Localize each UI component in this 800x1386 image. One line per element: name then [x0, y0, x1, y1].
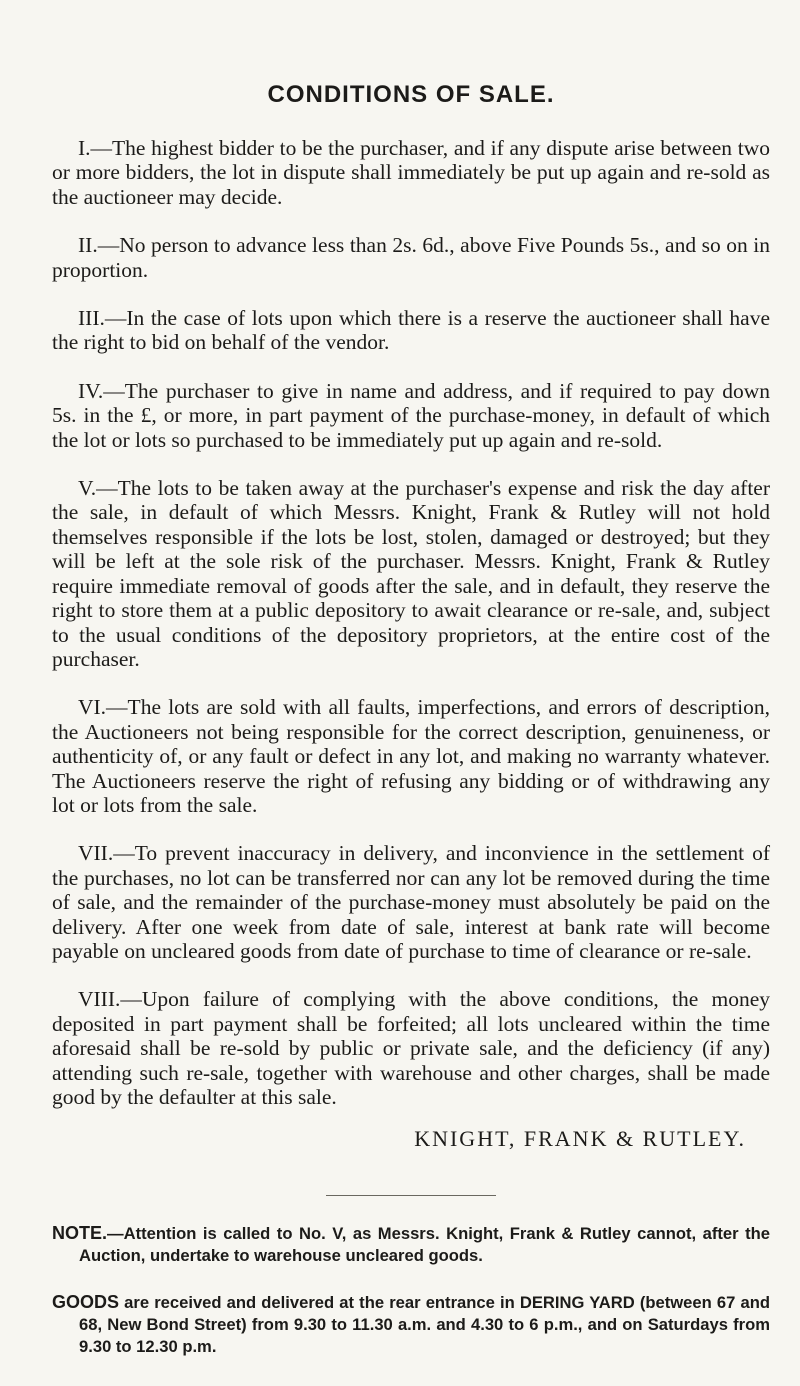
divider-rule — [326, 1195, 496, 1196]
condition-paragraph: III.—In the case of lots upon which there is a reserve the auctioneer shall have the right to bid on behalf of the vendor. — [52, 306, 770, 355]
note-paragraph — [52, 1222, 770, 1267]
condition-paragraph: VII.—To prevent inaccuracy in delivery, and inconvience in the settlement of the purchases, no lot can be transferred nor can any lot be removed during the time of sale, and the remainder of the purchase-money must absolutely be paid on the delivery. After one week from date of sale, interest at bank rate will become payable on uncleared goods from date of purchase to time of clearance or re-sale. — [52, 841, 770, 963]
note-paragraph — [52, 1291, 770, 1358]
condition-paragraph: I.—The highest bidder to be the purchaser, and if any dispute arise between two or more bidders, the lot in dispute shall immediately be put up again and re-sold as the auctioneer may decide. — [52, 136, 770, 209]
condition-paragraph: II.—No person to advance less than 2s. 6d., above Five Pounds 5s., and so on in proportion. — [52, 233, 770, 282]
note-text: are received and delivered at the rear entrance in DERING YARD (between 67 and 68, New Bond Street) from 9.30 to 11.30 a.m. and 4.30 to 6 p.m., and on Saturdays from 9.30 to 12.30 p.m. — [79, 1293, 770, 1357]
auctioneer-signature: KNIGHT, FRANK & RUTLEY. — [414, 1126, 746, 1152]
notes-section — [52, 1222, 770, 1358]
condition-paragraph: IV.—The purchaser to give in name and address, and if required to pay down 5s. in the £, or more, in part payment of the purchase-money, in default of which the lot or lots so purchased to be immediately put up again and re-sold. — [52, 378, 770, 452]
conditions-list — [52, 136, 770, 1109]
condition-paragraph: V.—The lots to be taken away at the purchaser's expense and risk the day after the sale, in default of which Messrs. Knight, Frank & Rutley will not hold themselves responsible if the lots be lost, stolen, damaged or destroyed; but they will be left at the sole risk of the purchaser. Messrs. Knight, Frank & Rutley require immediate removal of goods after the sale, and in default, they reserve the right to store them at a public depository to await clearance or re-sale, and, subject to the usual conditions of the depository proprietors, at the entire cost of the purchaser. — [52, 476, 770, 671]
condition-paragraph: VI.—The lots are sold with all faults, imperfections, and errors of description, the Auctioneers not being responsible for the correct description, genuineness, or authenticity of, or any fault or defect in any lot, and making no warranty whatever. The Auctioneers reserve the right of refusing any bidding or of withdrawing any lot or lots from the sale. — [52, 695, 770, 817]
page-title: CONDITIONS OF SALE. — [267, 81, 555, 108]
note-lead: NOTE. — [52, 1223, 108, 1244]
note-text: —Attention is called to No. V, as Messrs. Knight, Frank & Rutley cannot, after the Auction, undertake to warehouse uncleared goods. — [79, 1224, 770, 1266]
note-lead: GOODS — [52, 1292, 120, 1313]
condition-paragraph: VIII.—Upon failure of complying with the above conditions, the money deposited in part payment shall be forfeited; all lots uncleared within the time aforesaid shall be re-sold by public or private sale, and the deficiency (if any) attending such re-sale, together with warehouse and other charges, shall be made good by the defaulter at this sale. — [52, 987, 770, 1109]
